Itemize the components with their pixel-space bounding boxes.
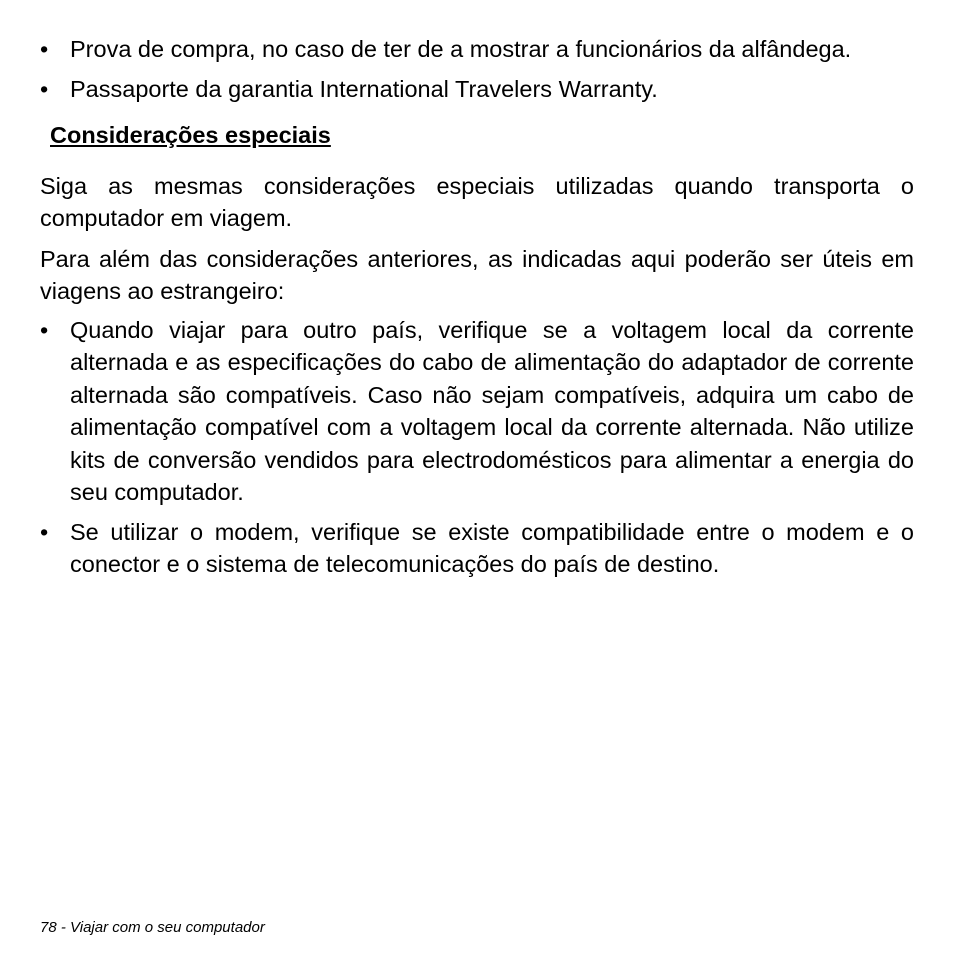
section-bullet-list xyxy=(40,314,914,581)
bullet-icon: • xyxy=(40,75,49,102)
bullet-icon: • xyxy=(40,316,49,343)
list-item xyxy=(40,516,914,581)
list-item xyxy=(40,73,914,106)
list-item-text: Passaporte da garantia International Travelers Warranty. xyxy=(70,75,658,102)
body-paragraph: Siga as mesmas considerações especiais utilizadas quando transporta o computador em viagem. xyxy=(40,172,914,231)
list-item-text: Quando viajar para outro país, verifique se a voltagem local da corrente alternada e as especificações do cabo de alimentação do adaptador de corrente alternada são compatíveis. Caso não sejam compatíveis, adquira um cabo de alimentação compatível com a voltagem local da corrente alternada. Não utilize kits de conversão vendidos para electrodomésticos para alimentar a energia do seu computador. xyxy=(70,316,914,505)
page-footer: 78 - Viajar com o seu computador xyxy=(40,919,265,936)
bullet-icon: • xyxy=(40,36,49,62)
list-item-text: Prova de compra, no caso de ter de a mostrar a funcionários da alfândega. xyxy=(70,36,852,62)
list-item xyxy=(40,33,914,66)
list-item xyxy=(40,314,914,509)
top-bullet-list xyxy=(40,33,914,105)
document-page xyxy=(40,33,914,588)
section-heading: Considerações especiais xyxy=(50,122,331,148)
bullet-icon: • xyxy=(40,518,49,545)
list-item-text: Se utilizar o modem, verifique se existe compatibilidade entre o modem e o conector e o sistema de telecomunicações do país de destino. xyxy=(70,518,914,577)
body-paragraph: Para além das considerações anteriores, as indicadas aqui poderão ser úteis em viagens ao estrangeiro: xyxy=(40,245,914,304)
